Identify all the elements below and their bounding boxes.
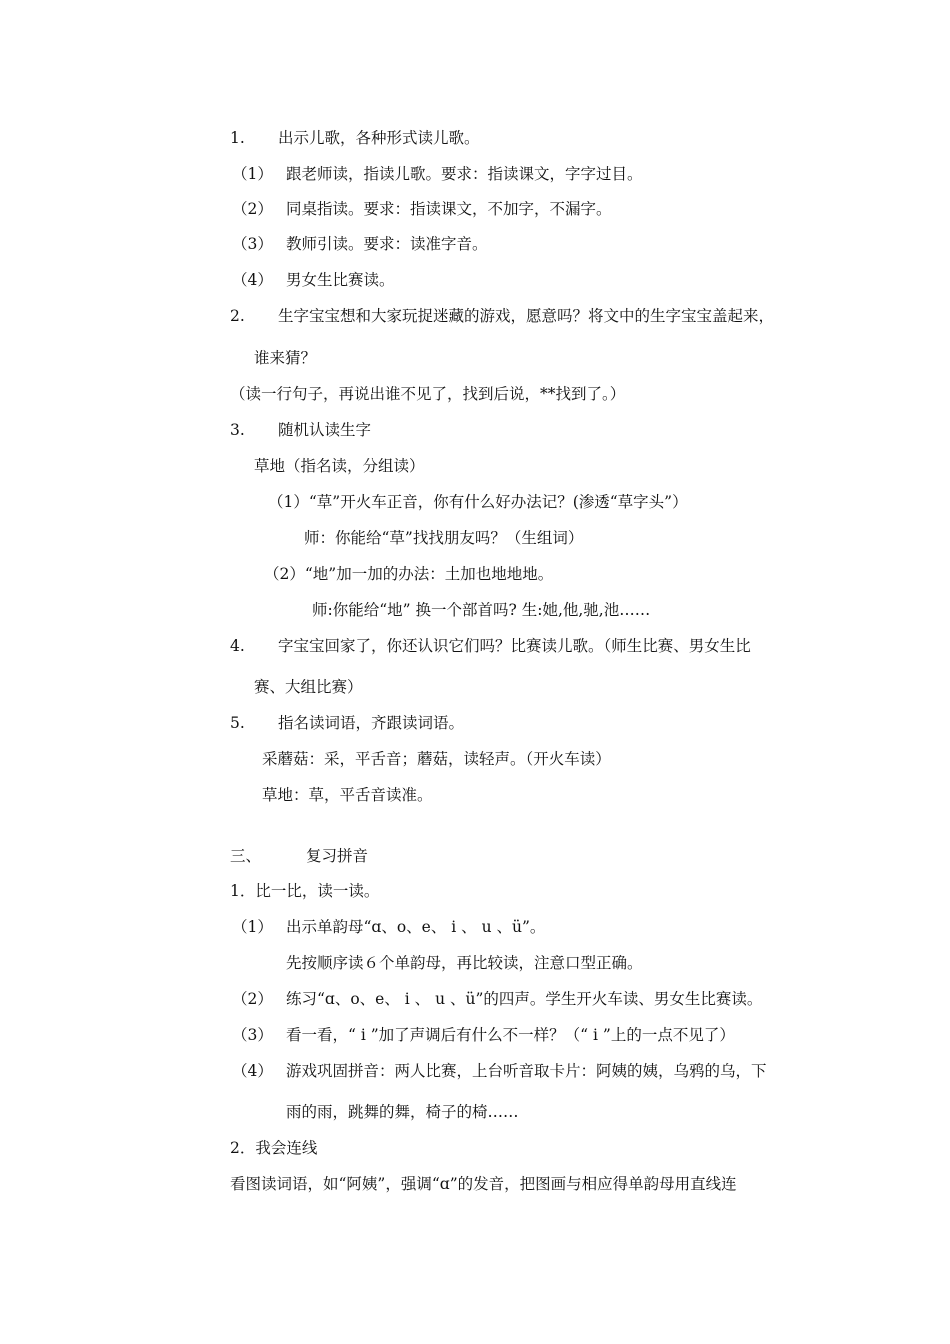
list-number: （1）	[232, 918, 273, 936]
list-number: 3.	[230, 421, 245, 439]
text-line: 谁来猜？	[254, 349, 317, 367]
list-text: 出示儿歌，各种形式读儿歌。	[278, 129, 480, 147]
list-number: 1.	[230, 129, 245, 147]
text-line: （读一行句子，再说出谁不见了，找到后说，**找到了。）	[230, 385, 626, 403]
list-number: （4）	[232, 1062, 273, 1080]
section-title: 复习拼音	[306, 847, 369, 865]
list-number: （2）	[232, 990, 273, 1008]
list-item	[232, 270, 395, 290]
list-text: 同桌指读。要求：指读课文，不加字，不漏字。	[286, 200, 612, 218]
list-text: 游戏巩固拼音：两人比赛，上台听音取卡片：阿姨的姨，乌鸦的乌，下	[286, 1062, 767, 1080]
list-item	[230, 713, 464, 733]
list-text: 看一看，“ i ”加了声调后有什么不一样？（“ i ”上的一点不见了）	[286, 1026, 735, 1044]
text-line: 草地（指名读，分组读）	[254, 457, 425, 475]
list-item	[230, 306, 774, 326]
list-number: （4）	[232, 271, 273, 289]
text-line: 看图读词语，如“阿姨”，强调“ɑ”的发音，把图画与相应得单韵母用直线连	[230, 1175, 737, 1193]
text-line: （1）“草”开火车正音，你有什么好办法记？(渗透“草字头”）	[268, 493, 688, 511]
list-text: 生字宝宝想和大家玩捉迷藏的游戏，愿意吗？将文中的生字宝宝盖起来，	[278, 307, 775, 325]
text-line: 1．比一比，读一读。	[230, 882, 380, 900]
list-item	[230, 420, 371, 440]
text-line: 师:你能给“地” 换一个部首吗? 生:她,他,驰,池……	[312, 601, 651, 619]
text-line: 2．我会连线	[230, 1139, 318, 1157]
list-item	[232, 164, 643, 184]
list-number: （1）	[232, 165, 273, 183]
list-number: （3）	[232, 1026, 273, 1044]
list-number: 5.	[230, 714, 245, 732]
list-item	[230, 636, 751, 656]
list-item	[232, 199, 612, 219]
text-line: 先按顺序读６个单韵母，再比较读，注意口型正确。	[286, 954, 643, 972]
list-text: 随机认读生字	[278, 421, 372, 439]
list-text: 跟老师读，指读儿歌。要求：指读课文，字字过目。	[286, 165, 643, 183]
list-text: 教师引读。要求：读准字音。	[286, 235, 488, 253]
list-text: 字宝宝回家了，你还认识它们吗？比赛读儿歌。（师生比赛、男女生比	[278, 637, 751, 655]
text-line: 采蘑菇：采，平舌音；蘑菇，读轻声。（开火车读）	[262, 750, 611, 768]
list-item	[232, 1061, 767, 1081]
list-text: 指名读词语，齐跟读词语。	[278, 714, 465, 732]
list-item	[230, 128, 480, 148]
list-item	[232, 917, 545, 937]
list-number: 4.	[230, 637, 245, 655]
text-line: 草地：草，平舌音读准。	[262, 786, 433, 804]
list-number: 2.	[230, 307, 245, 325]
list-item	[232, 989, 762, 1009]
list-item	[232, 1025, 735, 1045]
list-text: 出示单韵母“ɑ、o、e、 i 、 u 、ü”。	[286, 918, 546, 936]
list-item	[232, 234, 488, 254]
section-heading	[230, 846, 368, 866]
section-number: 三、	[230, 847, 262, 865]
text-line: 师：你能给“草”找找朋友吗？（生组词）	[304, 529, 584, 547]
text-line: 雨的雨，跳舞的舞，椅子的椅……	[286, 1103, 519, 1121]
list-number: （3）	[232, 235, 273, 253]
list-text: 练习“ɑ、o、e、 i 、 u 、ü”的四声。学生开火车读、男女生比赛读。	[286, 990, 763, 1008]
list-number: （2）	[232, 200, 273, 218]
text-line: 赛、大组比赛）	[254, 678, 363, 696]
text-line: （2）“地”加一加的办法：土加也地地地。	[264, 565, 554, 583]
list-text: 男女生比赛读。	[286, 271, 395, 289]
